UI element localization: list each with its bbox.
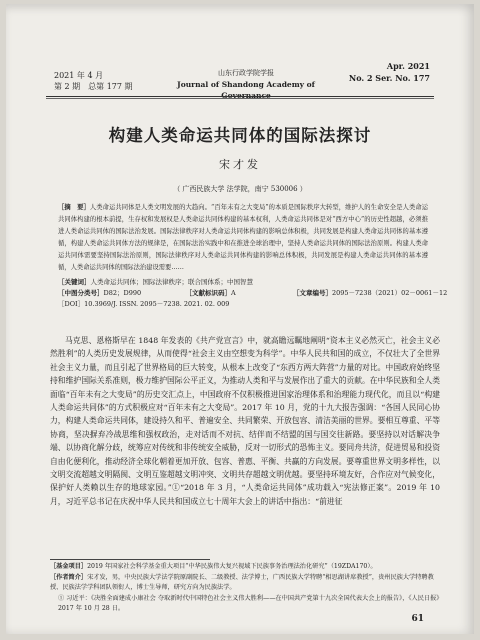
issue-info-en xyxy=(349,60,430,84)
page-number: 61 xyxy=(411,614,424,624)
classification-row xyxy=(58,288,448,299)
keywords-row xyxy=(58,277,430,288)
journal-name-en: Journal of Shandong Academy of Governance xyxy=(177,80,315,100)
keywords-text: 人类命运共同体；国际法律秩序；联合国体系；中国智慧 xyxy=(90,278,253,286)
issue-number-en: No. 2 Ser. No. 177 xyxy=(348,73,430,83)
author-bio-label: ［作者简介］ xyxy=(50,573,88,581)
doc-code-label: ［文献标识码］ xyxy=(185,289,231,297)
journal-page xyxy=(6,4,474,634)
fund-label: ［基金项目］ xyxy=(50,563,88,570)
footnote-rule xyxy=(50,559,210,560)
article-metadata xyxy=(58,277,448,310)
journal-name-cn: 山东行政学院学报 xyxy=(218,69,274,77)
reference-note: ① 习近平：《决胜全面建成小康社会 夺取新时代中国特色社会主义伟大胜利——在中国共产党第十九次全国代表大会上的报告》，《人民日报》2017 年 10 月 28 日。 xyxy=(58,594,440,613)
doc-code-value: A xyxy=(231,289,236,297)
doi-row: ［DOI］10.3969/J. ISSN. 2095－7238. 2021. 02. 009 xyxy=(58,300,230,308)
body-paragraph: 马克思、恩格斯早在 1848 年发表的《共产党宣言》中，就高瞻远瞩地阐明“资本主义必然灭亡，社会主义必然胜利”的人类历史发展规律，从而使得“社会主义由空想变为科学”。中华人民共和国的成立，不仅壮大了全世界社会主义力量，而且引起了世界格局的巨大转变，从根本上改变了“东西方两大阵营”力量的对比。中国政府始终坚持和维护国际关系准则，极力维护国际公平正义，为推动人类和平与发展作出了重大的贡献。在中华民族和全人类面临“百年未有之大变局”的历史交汇点上，中国政府不仅积极推进国家治理体系和治理能力现代化，而且以“构建人类命运共同体”的方式积极应对“百年未有之大变局”。2017 年 10 月，党的十九大报告强调：“各国人民同心协力，构建人类命运共同体，建设持久和平、普遍安全、共同繁荣、开放包容、清洁美丽的世界。要相互尊重、平等协商，坚决摒弃冷战思维和强权政治，走对话而不对抗、结伴而不结盟的国与国交往新路。要坚持以对话解决争端、以协商化解分歧，统筹应对传统和非传统安全威胁，反对一切形式的恐怖主义。要同舟共济，促进贸易和投资自由化便利化，推动经济全球化朝着更加开放、包容、普惠、平衡、共赢的方向发展。要尊重世界文明多样性，以文明交流超越文明隔阂、文明互鉴超越文明冲突、文明共存超越文明优越。要坚持环境友好，合作应对气候变化，保护好人类赖以生存的地球家园。”①“2018 年 3 月，“人类命运共同体”成功载入“宪法修正案”。2019 年 10 月，习近平总书记在庆祝中华人民共和国成立七十周年大会上的讲话中指出：“前进征 xyxy=(50,336,441,506)
author-affiliation: （ 广西民族大学 法学院，南宁 530006 ） xyxy=(173,185,307,193)
header-rule-thin xyxy=(46,98,434,99)
article-title: 构建人类命运共同体的国际法探讨 xyxy=(108,126,372,145)
keywords-label: ［关键词］ xyxy=(58,278,91,286)
clc-value: D82；D990 xyxy=(103,289,142,297)
article-id-label: ［文章编号］ xyxy=(293,289,332,297)
issue-date: 2021 年 4 月 xyxy=(54,71,104,80)
author-note xyxy=(50,573,440,594)
header-rule xyxy=(46,96,434,97)
abstract-text: 人类命运共同体是人类文明发展的大趋向。“百年未有之大变局”的本质是国际秩序大转型，维护人的生命安全是人类命运共同体构建的根本前提，生存权和发展权是人类命运共同体构建的基本权利，人类命运共同体是对“西方中心”的历史性超越，必须推进人类命运共同体的国际法治发展。国际法律秩序对人类命运共同体构建的影响总体积极，共同发展是构建人类命运共同体的基本遵循，构建人类命运共同体方法的规律是，在国际法治实践中和在推进全球治理中，坚持人类命运共同体的国际法治原则。构建人类命运共同体需要坚持国际法治原则，国际法律秩序对人类命运共同体构建的影响总体积极，共同发展是构建人类命运共同体的基本遵循，人类命运共同体的国际法治建设需要…… xyxy=(58,204,428,271)
clc-label: ［中图分类号］ xyxy=(58,289,104,297)
fund-note xyxy=(50,562,440,573)
issue-number: 第 2 期 总第 177 期 xyxy=(54,82,133,91)
article-author: 宋才发 xyxy=(219,158,261,171)
issue-date-en: Apr. 2021 xyxy=(386,61,430,71)
author-bio-text: 宋才发，男，中央民族大学法学院原副院长、二级教授、法学博士，广西民族大学特聘“相思湖讲席教授”，贵州民族大学特聘教授、民族法学学科团队领衔人，博士生导师，研究方向为民族法学。 xyxy=(50,573,434,592)
issue-info xyxy=(54,70,133,92)
fund-text: 2019 年国家社会科学基金重大项目“中华民族伟大复兴视域下民族事务治理法治化研究”（19ZDA170）。 xyxy=(87,563,377,570)
footnotes xyxy=(50,562,440,615)
abstract xyxy=(58,202,428,274)
abstract-label: ［摘 要］ xyxy=(58,204,90,211)
running-head xyxy=(6,61,474,100)
article-id-value: 2095－7238（2021）02－0061－12 xyxy=(332,289,448,297)
